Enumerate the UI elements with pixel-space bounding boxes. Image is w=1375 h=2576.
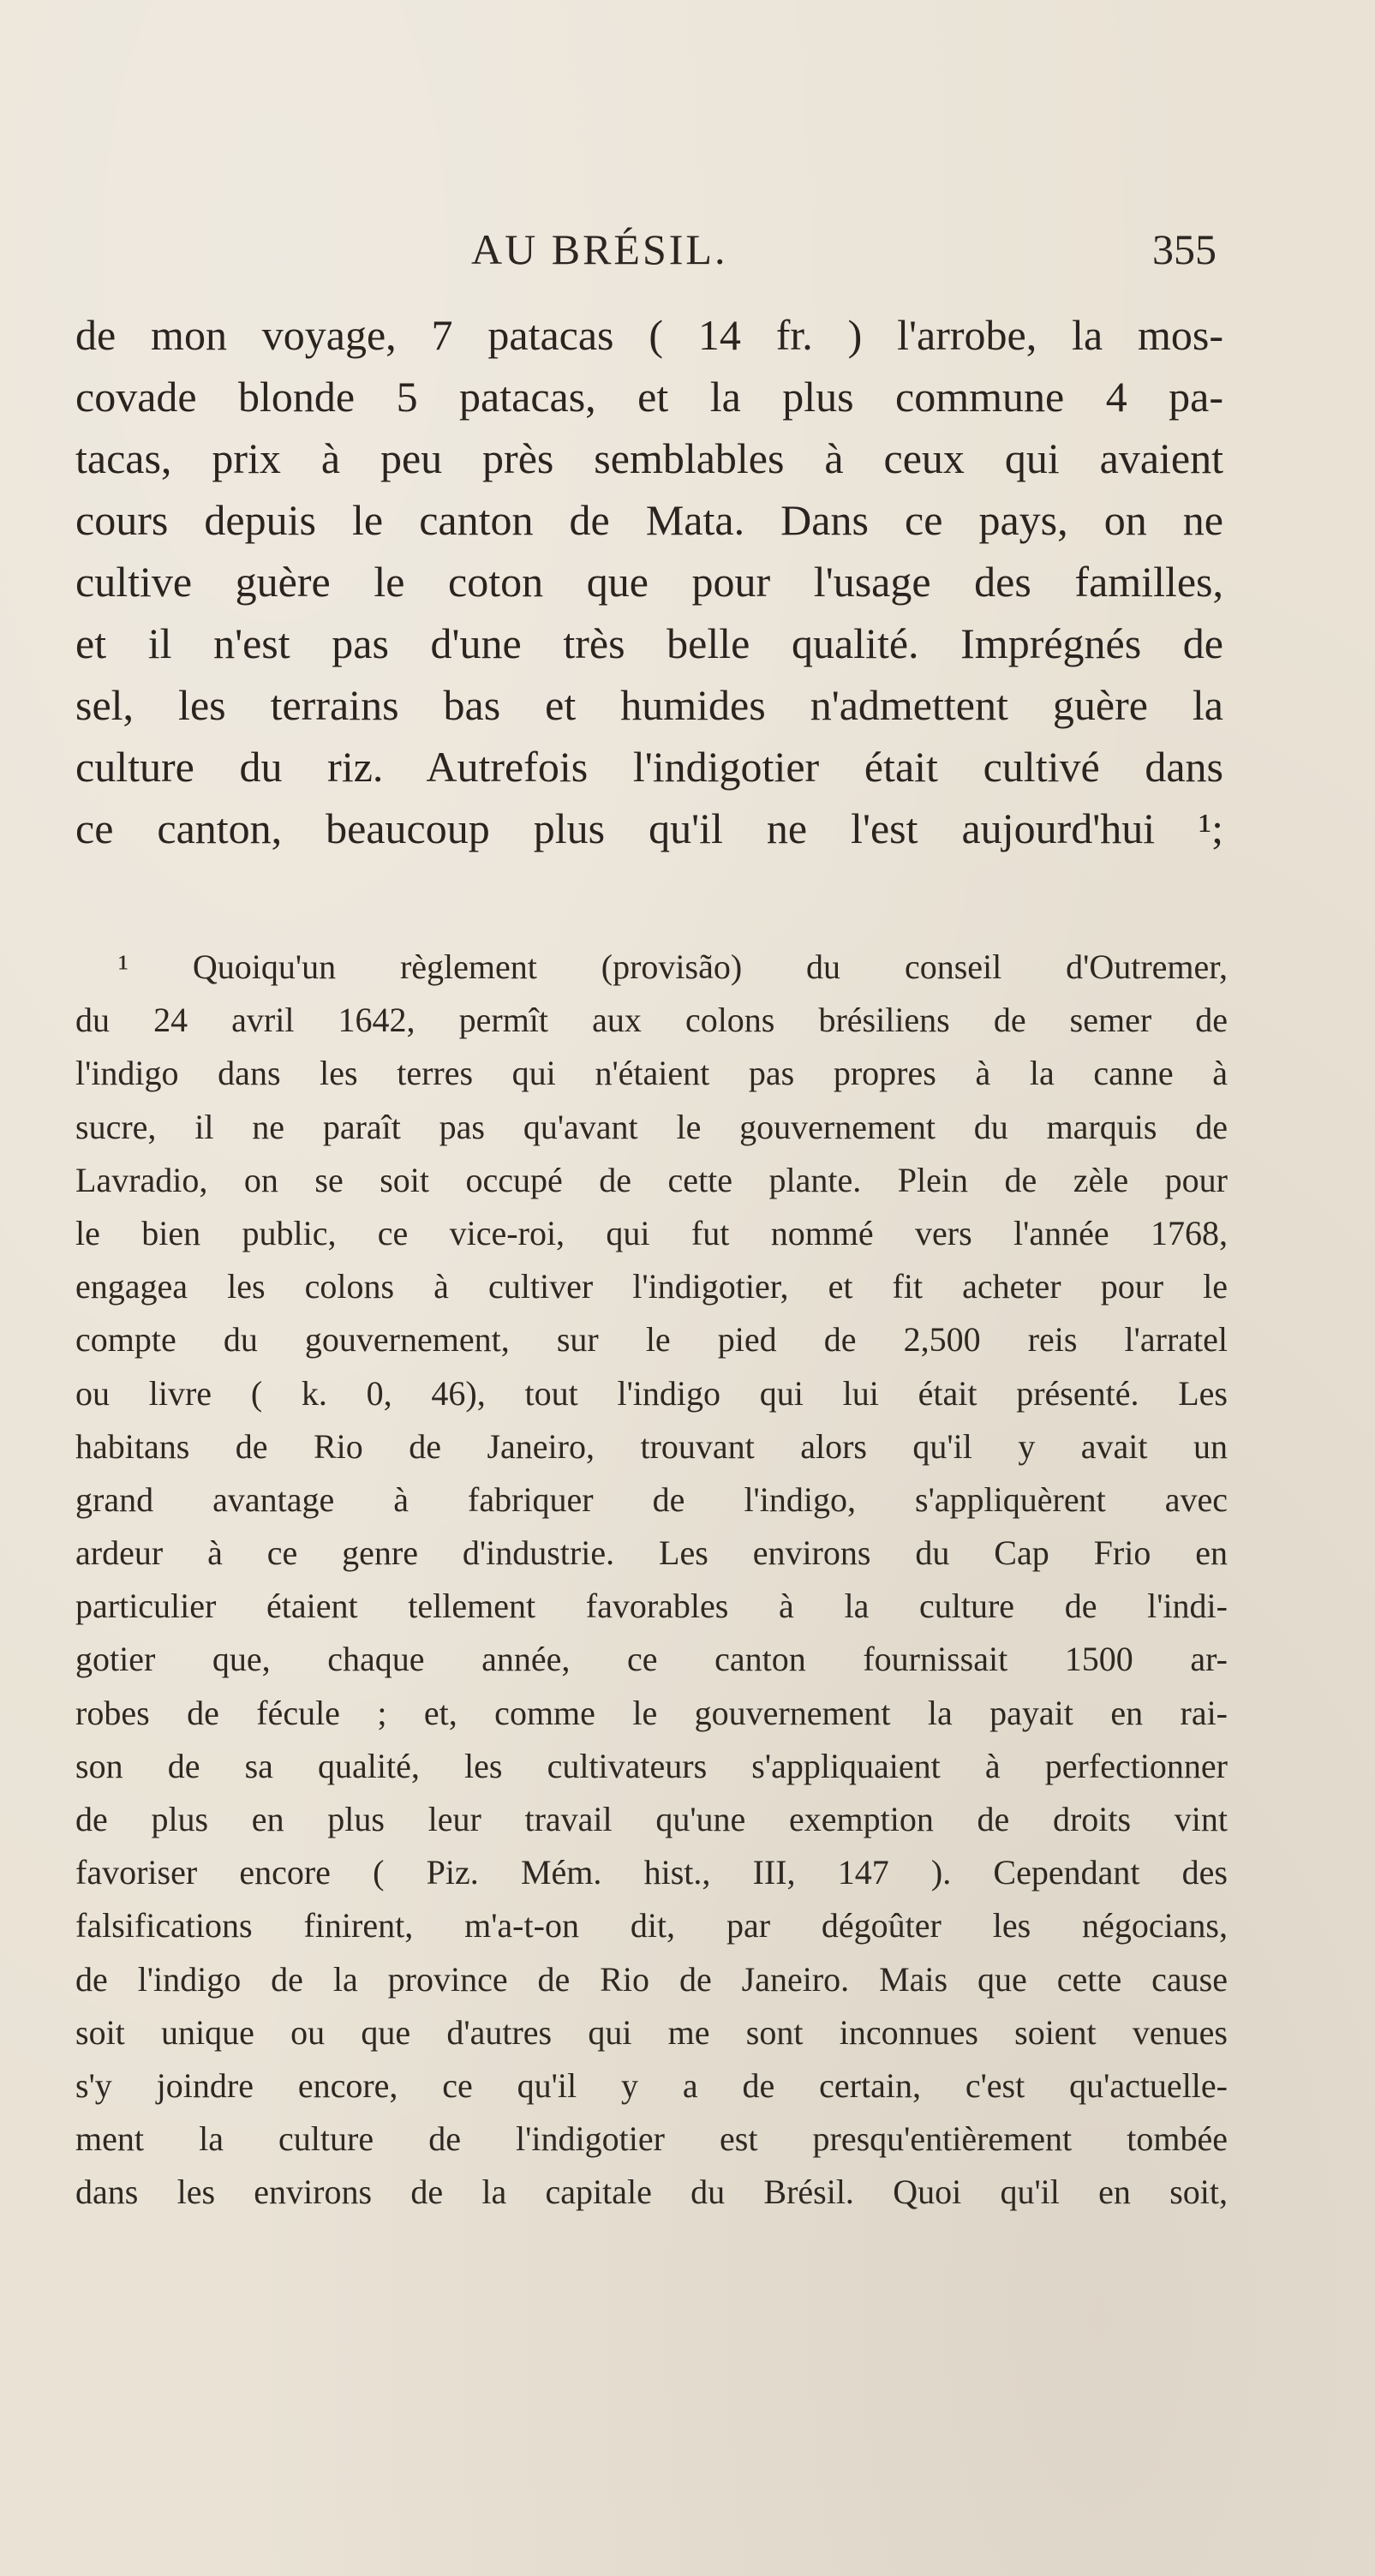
footnote-line: son de sa qualité, les cultivateurs s'appliquaient à perfectionner [75,1746,1228,1785]
footnote-line: de l'indigo de la province de Rio de Janeiro. Mais que cette cause [75,1959,1228,1999]
running-title: AU BRÉSIL. [471,225,728,273]
body-line: covade blonde 5 patacas, et la plus commune 4 pa- [75,373,1223,421]
footnote-line: soit unique ou que d'autres qui me sont inconnues soient venues [75,2012,1228,2052]
footnote-line: gotier que, chaque année, ce canton fournissait 1500 ar- [75,1640,1228,1679]
body-line: et il n'est pas d'une très belle qualité. Imprégnés de [75,619,1223,667]
footnote-line: Lavradio, on se soit occupé de cette plante. Plein de zèle pour [75,1160,1228,1199]
footnote-line: sucre, il ne paraît pas qu'avant le gouvernement du marquis de [75,1107,1228,1146]
body-line: culture du riz. Autrefois l'indigotier était cultivé dans [75,743,1223,791]
footnote-line: s'y joindre encore, ce qu'il y a de certain, c'est qu'actuelle- [75,2065,1228,2105]
body-line: sel, les terrains bas et humides n'admettent guère la [75,681,1223,729]
footnote-line: grand avantage à fabriquer de l'indigo, s'appliquèrent avec [75,1479,1228,1519]
footnote-line: ardeur à ce genre d'industrie. Les environs du Cap Frio en [75,1533,1228,1573]
footnote-line: le bien public, ce vice-roi, qui fut nommé vers l'année 1768, [75,1213,1228,1252]
body-line: tacas, prix à peu près semblables à ceux qui avaient [75,434,1223,482]
footnote-line: compte du gouvernement, sur le pied de 2,500 reis l'arratel [75,1320,1228,1360]
body-line: ce canton, beaucoup plus qu'il ne l'est aujourd'hui ¹; [75,804,1223,852]
body-line: de mon voyage, 7 patacas ( 14 fr. ) l'arrobe, la mos- [75,311,1223,359]
footnote-line: robes de fécule ; et, comme le gouvernement la payait en rai- [75,1693,1228,1732]
footnote-line: habitans de Rio de Janeiro, trouvant alors qu'il y avait un [75,1426,1228,1466]
footnote-line: particulier étaient tellement favorables à la culture de l'indi- [75,1587,1228,1626]
footnote-line: ment la culture de l'indigotier est presqu'entièrement tombée [75,2119,1228,2159]
body-line: cultive guère le coton que pour l'usage des familles, [75,558,1223,606]
footnote-line: ¹ Quoiqu'un règlement (provisão) du conseil d'Outremer, [118,947,1228,986]
body-line: cours depuis le canton de Mata. Dans ce pays, on ne [75,496,1223,544]
footnote-line: ou livre ( k. 0, 46), tout l'indigo qui lui était présenté. Les [75,1373,1228,1413]
footnote-line: du 24 avril 1642, permît aux colons brésiliens de semer de [75,1001,1228,1040]
main-text [75,304,1223,859]
running-head [77,224,1217,284]
footnote-line: engagea les colons à cultiver l'indigotier, et fit acheter pour le [75,1267,1228,1306]
footnote-line: favoriser encore ( Piz. Mém. hist., III, 147 ). Cependant des [75,1853,1228,1892]
footnote [75,941,1228,2220]
page-number: 355 [1152,225,1217,273]
footnote-line: dans les environs de la capitale du Brésil. Quoi qu'il en soit, [75,2173,1228,2212]
footnote-line: falsifications finirent, m'a-t-on dit, par dégoûter les négocians, [75,1906,1228,1945]
footnote-line: l'indigo dans les terres qui n'étaient pas propres à la canne à [75,1054,1228,1093]
footnote-line: de plus en plus leur travail qu'une exemption de droits vint [75,1800,1228,1838]
